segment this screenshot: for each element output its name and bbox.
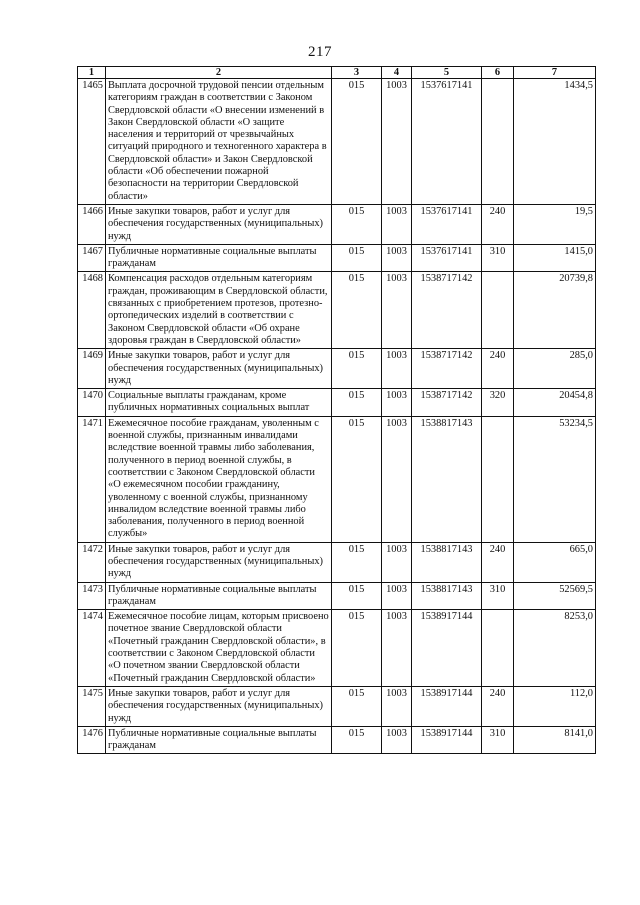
- row-code-3: 015: [332, 204, 382, 244]
- row-code-5: 1538817143: [412, 582, 482, 610]
- row-code-4: 1003: [382, 389, 412, 417]
- row-description: Иные закупки товаров, работ и услуг для обеспечения государственных (муниципальных) нужд: [106, 349, 332, 389]
- row-code-4: 1003: [382, 726, 412, 754]
- row-code-5: 1538717142: [412, 349, 482, 389]
- row-number: 1466: [78, 204, 106, 244]
- row-code-6: 240: [482, 542, 514, 582]
- row-code-5: 1538917144: [412, 726, 482, 754]
- table-row: [78, 726, 596, 754]
- row-amount: 8253,0: [514, 610, 596, 687]
- row-amount: 1415,0: [514, 244, 596, 272]
- row-description: Публичные нормативные социальные выплаты гражданам: [106, 244, 332, 272]
- row-code-6: 310: [482, 726, 514, 754]
- row-code-4: 1003: [382, 416, 412, 542]
- column-header: 5: [412, 67, 482, 79]
- row-number: 1470: [78, 389, 106, 417]
- row-number: 1465: [78, 79, 106, 205]
- row-code-6: 310: [482, 582, 514, 610]
- row-code-3: 015: [332, 244, 382, 272]
- row-description: Компенсация расходов отдельным категориям граждан, проживающим в Свердловской области, связанных с приобретением протезов, протезно-ортопедических изделий в соответствии с Законом Свердловской области «Об охране здоровья граждан в Свердловской области»: [106, 272, 332, 349]
- table-row: [78, 416, 596, 542]
- row-code-4: 1003: [382, 610, 412, 687]
- row-number: 1472: [78, 542, 106, 582]
- column-header: 3: [332, 67, 382, 79]
- row-code-3: 015: [332, 389, 382, 417]
- row-code-6: 320: [482, 389, 514, 417]
- row-number: 1475: [78, 686, 106, 726]
- column-header: 2: [106, 67, 332, 79]
- row-code-3: 015: [332, 686, 382, 726]
- row-number: 1476: [78, 726, 106, 754]
- table-row: [78, 686, 596, 726]
- row-code-5: 1537617141: [412, 79, 482, 205]
- row-code-3: 015: [332, 610, 382, 687]
- row-number: 1469: [78, 349, 106, 389]
- column-header: 4: [382, 67, 412, 79]
- row-code-6: 310: [482, 244, 514, 272]
- row-code-6: [482, 416, 514, 542]
- table-row: [78, 542, 596, 582]
- table-row: [78, 79, 596, 205]
- row-number: 1474: [78, 610, 106, 687]
- table-row: [78, 244, 596, 272]
- row-amount: 112,0: [514, 686, 596, 726]
- table-row: [78, 272, 596, 349]
- row-description: Ежемесячное пособие лицам, которым присвоено почетное звание Свердловской области «Почетный гражданин Свердловской области», в соответствии с Законом Свердловской области «О почетном звании Свердловской области «Почетный гражданин Свердловской области»: [106, 610, 332, 687]
- row-code-4: 1003: [382, 542, 412, 582]
- row-code-3: 015: [332, 79, 382, 205]
- row-number: 1468: [78, 272, 106, 349]
- row-amount: 53234,5: [514, 416, 596, 542]
- row-amount: 20739,8: [514, 272, 596, 349]
- page-number: 217: [308, 44, 332, 60]
- row-number: 1473: [78, 582, 106, 610]
- row-code-4: 1003: [382, 204, 412, 244]
- budget-table: [77, 66, 596, 754]
- row-description: Публичные нормативные социальные выплаты гражданам: [106, 726, 332, 754]
- row-code-5: 1537617141: [412, 204, 482, 244]
- row-code-6: [482, 610, 514, 687]
- row-code-5: 1538917144: [412, 610, 482, 687]
- row-number: 1471: [78, 416, 106, 542]
- row-amount: 19,5: [514, 204, 596, 244]
- row-description: Иные закупки товаров, работ и услуг для обеспечения государственных (муниципальных) нужд: [106, 542, 332, 582]
- row-amount: 1434,5: [514, 79, 596, 205]
- row-code-4: 1003: [382, 79, 412, 205]
- row-code-6: 240: [482, 204, 514, 244]
- column-header: 1: [78, 67, 106, 79]
- table-row: [78, 582, 596, 610]
- row-description: Ежемесячное пособие гражданам, уволенным с военной службы, признанным инвалидами вследствие военной травмы либо заболевания, полученного в период военной службы, в соответствии с Законом Свердловской области «О ежемесячном пособии гражданину, уволенному с военной службы, признанному инвалидом вследствие военной травмы либо заболевания, полученного в период военной службы»: [106, 416, 332, 542]
- row-code-3: 015: [332, 272, 382, 349]
- row-amount: 52569,5: [514, 582, 596, 610]
- column-header: 6: [482, 67, 514, 79]
- row-code-4: 1003: [382, 686, 412, 726]
- row-code-5: 1538717142: [412, 272, 482, 349]
- row-number: 1467: [78, 244, 106, 272]
- row-code-3: 015: [332, 582, 382, 610]
- row-code-5: 1538717142: [412, 389, 482, 417]
- table-row: [78, 349, 596, 389]
- row-code-3: 015: [332, 349, 382, 389]
- row-code-4: 1003: [382, 582, 412, 610]
- row-amount: 20454,8: [514, 389, 596, 417]
- table-row: [78, 389, 596, 417]
- row-code-6: 240: [482, 686, 514, 726]
- row-code-4: 1003: [382, 272, 412, 349]
- row-code-4: 1003: [382, 349, 412, 389]
- row-code-3: 015: [332, 726, 382, 754]
- row-description: Иные закупки товаров, работ и услуг для обеспечения государственных (муниципальных) нужд: [106, 204, 332, 244]
- row-code-5: 1538817143: [412, 542, 482, 582]
- row-description: Выплата досрочной трудовой пенсии отдельным категориям граждан в соответствии с Законом Свердловской области «О внесении изменений в Закон Свердловской области «О защите населения и территорий от чрезвычайных ситуаций природного и техногенного характера в Свердловской области» и Закон Свердловской области «Об обеспечении пожарной безопасности на территории Свердловской области»: [106, 79, 332, 205]
- row-code-4: 1003: [382, 244, 412, 272]
- row-amount: 665,0: [514, 542, 596, 582]
- row-code-6: 240: [482, 349, 514, 389]
- row-code-5: 1537617141: [412, 244, 482, 272]
- column-header: 7: [514, 67, 596, 79]
- table-row: [78, 204, 596, 244]
- table-row: [78, 610, 596, 687]
- row-description: Социальные выплаты гражданам, кроме публичных нормативных социальных выплат: [106, 389, 332, 417]
- row-code-5: 1538817143: [412, 416, 482, 542]
- row-description: Иные закупки товаров, работ и услуг для обеспечения государственных (муниципальных) нужд: [106, 686, 332, 726]
- row-amount: 8141,0: [514, 726, 596, 754]
- row-code-5: 1538917144: [412, 686, 482, 726]
- row-code-6: [482, 79, 514, 205]
- row-code-3: 015: [332, 416, 382, 542]
- table-header-row: [78, 67, 596, 79]
- row-code-3: 015: [332, 542, 382, 582]
- row-description: Публичные нормативные социальные выплаты гражданам: [106, 582, 332, 610]
- row-code-6: [482, 272, 514, 349]
- row-amount: 285,0: [514, 349, 596, 389]
